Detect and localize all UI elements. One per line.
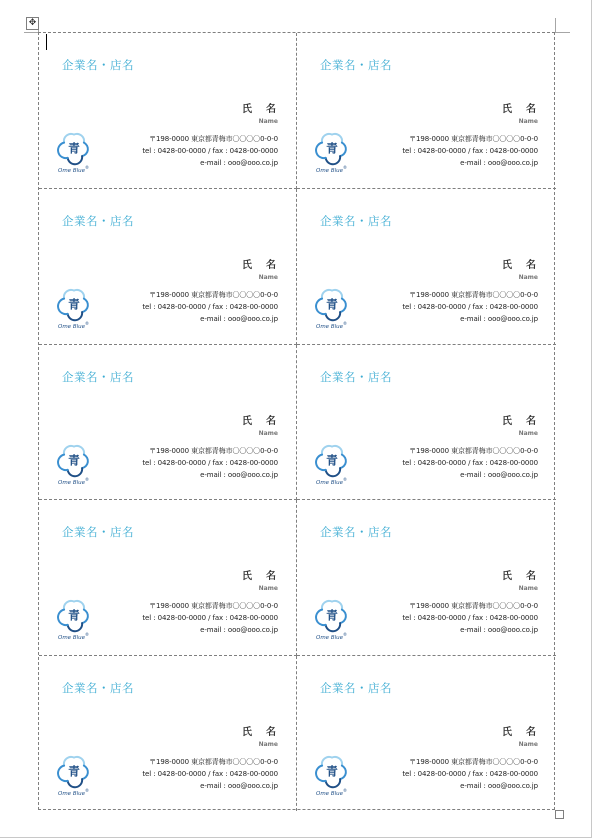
person-name[interactable]: 氏 名 bbox=[242, 727, 278, 738]
svg-text:青: 青 bbox=[68, 297, 80, 312]
company-name[interactable]: 企業名・店名 bbox=[320, 370, 392, 384]
person-name[interactable]: 氏 名 bbox=[242, 104, 278, 115]
business-card-7[interactable] bbox=[39, 500, 297, 656]
svg-text:青: 青 bbox=[68, 608, 80, 623]
address[interactable]: 〒198-0000 東京都青梅市〇〇〇〇0-0-0 bbox=[149, 135, 278, 143]
email[interactable]: e-mail : ooo@ooo.co.jp bbox=[200, 315, 278, 323]
phone-fax[interactable]: tel : 0428-00-0000 / fax : 0428-00-0000 bbox=[142, 770, 278, 778]
address[interactable]: 〒198-0000 東京都青梅市〇〇〇〇0-0-0 bbox=[149, 291, 278, 299]
ome-blue-logo-icon bbox=[56, 753, 92, 789]
margin-corner-top-right bbox=[555, 18, 570, 33]
logo-wordmark: Ome Blue® bbox=[316, 477, 347, 486]
logo-wordmark: Ome Blue® bbox=[316, 321, 347, 330]
company-name[interactable]: 企業名・店名 bbox=[62, 681, 134, 695]
phone-fax[interactable]: tel : 0428-00-0000 / fax : 0428-00-0000 bbox=[402, 147, 538, 155]
table-move-handle-icon[interactable]: ✥ bbox=[26, 17, 39, 30]
logo-wordmark: Ome Blue® bbox=[316, 165, 347, 174]
ome-blue-logo-icon bbox=[56, 130, 92, 166]
email[interactable]: e-mail : ooo@ooo.co.jp bbox=[200, 626, 278, 634]
address[interactable]: 〒198-0000 東京都青梅市〇〇〇〇0-0-0 bbox=[409, 602, 538, 610]
person-name[interactable]: 氏 名 bbox=[242, 571, 278, 582]
phone-fax[interactable]: tel : 0428-00-0000 / fax : 0428-00-0000 bbox=[142, 147, 278, 155]
svg-text:青: 青 bbox=[326, 608, 338, 623]
person-name[interactable]: 氏 名 bbox=[502, 104, 538, 115]
ome-blue-logo-icon bbox=[314, 597, 350, 633]
business-card-4[interactable] bbox=[297, 189, 556, 345]
phone-fax[interactable]: tel : 0428-00-0000 / fax : 0428-00-0000 bbox=[142, 303, 278, 311]
address[interactable]: 〒198-0000 東京都青梅市〇〇〇〇0-0-0 bbox=[409, 758, 538, 766]
address[interactable]: 〒198-0000 東京都青梅市〇〇〇〇0-0-0 bbox=[409, 291, 538, 299]
address[interactable]: 〒198-0000 東京都青梅市〇〇〇〇0-0-0 bbox=[149, 758, 278, 766]
person-name[interactable]: 氏 名 bbox=[502, 727, 538, 738]
ome-blue-logo-icon bbox=[314, 130, 350, 166]
phone-fax[interactable]: tel : 0428-00-0000 / fax : 0428-00-0000 bbox=[142, 459, 278, 467]
address[interactable]: 〒198-0000 東京都青梅市〇〇〇〇0-0-0 bbox=[149, 447, 278, 455]
email[interactable]: e-mail : ooo@ooo.co.jp bbox=[200, 782, 278, 790]
phone-fax[interactable]: tel : 0428-00-0000 / fax : 0428-00-0000 bbox=[402, 770, 538, 778]
company-name[interactable]: 企業名・店名 bbox=[62, 214, 134, 228]
business-card-9[interactable] bbox=[39, 656, 297, 811]
person-name[interactable]: 氏 名 bbox=[502, 416, 538, 427]
logo-wordmark: Ome Blue® bbox=[316, 788, 347, 797]
ome-blue-logo-icon bbox=[56, 442, 92, 478]
company-name[interactable]: 企業名・店名 bbox=[320, 58, 392, 72]
business-card-5[interactable] bbox=[39, 345, 297, 500]
email[interactable]: e-mail : ooo@ooo.co.jp bbox=[460, 159, 538, 167]
person-name-english[interactable]: Name bbox=[258, 585, 278, 592]
svg-text:青: 青 bbox=[326, 453, 338, 468]
svg-text:青: 青 bbox=[68, 764, 80, 779]
person-name-english[interactable]: Name bbox=[258, 274, 278, 281]
address[interactable]: 〒198-0000 東京都青梅市〇〇〇〇0-0-0 bbox=[409, 447, 538, 455]
logo-wordmark: Ome Blue® bbox=[58, 165, 89, 174]
address[interactable]: 〒198-0000 東京都青梅市〇〇〇〇0-0-0 bbox=[409, 135, 538, 143]
company-name[interactable]: 企業名・店名 bbox=[62, 58, 134, 72]
company-name[interactable]: 企業名・店名 bbox=[320, 681, 392, 695]
person-name-english[interactable]: Name bbox=[258, 430, 278, 437]
business-card-1[interactable] bbox=[39, 33, 297, 189]
ome-blue-logo-icon bbox=[314, 442, 350, 478]
company-name[interactable]: 企業名・店名 bbox=[320, 525, 392, 539]
email[interactable]: e-mail : ooo@ooo.co.jp bbox=[460, 315, 538, 323]
email[interactable]: e-mail : ooo@ooo.co.jp bbox=[460, 782, 538, 790]
phone-fax[interactable]: tel : 0428-00-0000 / fax : 0428-00-0000 bbox=[402, 459, 538, 467]
email[interactable]: e-mail : ooo@ooo.co.jp bbox=[460, 471, 538, 479]
svg-text:青: 青 bbox=[326, 764, 338, 779]
company-name[interactable]: 企業名・店名 bbox=[62, 525, 134, 539]
person-name-english[interactable]: Name bbox=[258, 741, 278, 748]
logo-wordmark: Ome Blue® bbox=[58, 632, 89, 641]
person-name-english[interactable]: Name bbox=[518, 741, 538, 748]
table-resize-handle[interactable] bbox=[555, 810, 564, 819]
logo-wordmark: Ome Blue® bbox=[316, 632, 347, 641]
business-card-table[interactable] bbox=[38, 32, 555, 810]
person-name-english[interactable]: Name bbox=[258, 118, 278, 125]
person-name-english[interactable]: Name bbox=[518, 274, 538, 281]
business-card-3[interactable] bbox=[39, 189, 297, 345]
business-card-6[interactable] bbox=[297, 345, 556, 500]
person-name[interactable]: 氏 名 bbox=[242, 416, 278, 427]
person-name[interactable]: 氏 名 bbox=[242, 260, 278, 271]
logo-wordmark: Ome Blue® bbox=[58, 788, 89, 797]
ome-blue-logo-icon bbox=[314, 753, 350, 789]
business-card-10[interactable] bbox=[297, 656, 556, 811]
company-name[interactable]: 企業名・店名 bbox=[320, 214, 392, 228]
email[interactable]: e-mail : ooo@ooo.co.jp bbox=[200, 471, 278, 479]
business-card-8[interactable] bbox=[297, 500, 556, 656]
logo-wordmark: Ome Blue® bbox=[58, 477, 89, 486]
logo-wordmark: Ome Blue® bbox=[58, 321, 89, 330]
email[interactable]: e-mail : ooo@ooo.co.jp bbox=[200, 159, 278, 167]
person-name[interactable]: 氏 名 bbox=[502, 260, 538, 271]
svg-text:青: 青 bbox=[326, 141, 338, 156]
business-card-2[interactable] bbox=[297, 33, 556, 189]
phone-fax[interactable]: tel : 0428-00-0000 / fax : 0428-00-0000 bbox=[402, 303, 538, 311]
ome-blue-logo-icon bbox=[56, 597, 92, 633]
svg-text:青: 青 bbox=[68, 453, 80, 468]
phone-fax[interactable]: tel : 0428-00-0000 / fax : 0428-00-0000 bbox=[142, 614, 278, 622]
person-name-english[interactable]: Name bbox=[518, 118, 538, 125]
svg-text:青: 青 bbox=[326, 297, 338, 312]
phone-fax[interactable]: tel : 0428-00-0000 / fax : 0428-00-0000 bbox=[402, 614, 538, 622]
company-name[interactable]: 企業名・店名 bbox=[62, 370, 134, 384]
ome-blue-logo-icon bbox=[56, 286, 92, 322]
svg-text:青: 青 bbox=[68, 141, 80, 156]
ome-blue-logo-icon bbox=[314, 286, 350, 322]
person-name-english[interactable]: Name bbox=[518, 430, 538, 437]
person-name-english[interactable]: Name bbox=[518, 585, 538, 592]
person-name[interactable]: 氏 名 bbox=[502, 571, 538, 582]
address[interactable]: 〒198-0000 東京都青梅市〇〇〇〇0-0-0 bbox=[149, 602, 278, 610]
email[interactable]: e-mail : ooo@ooo.co.jp bbox=[460, 626, 538, 634]
